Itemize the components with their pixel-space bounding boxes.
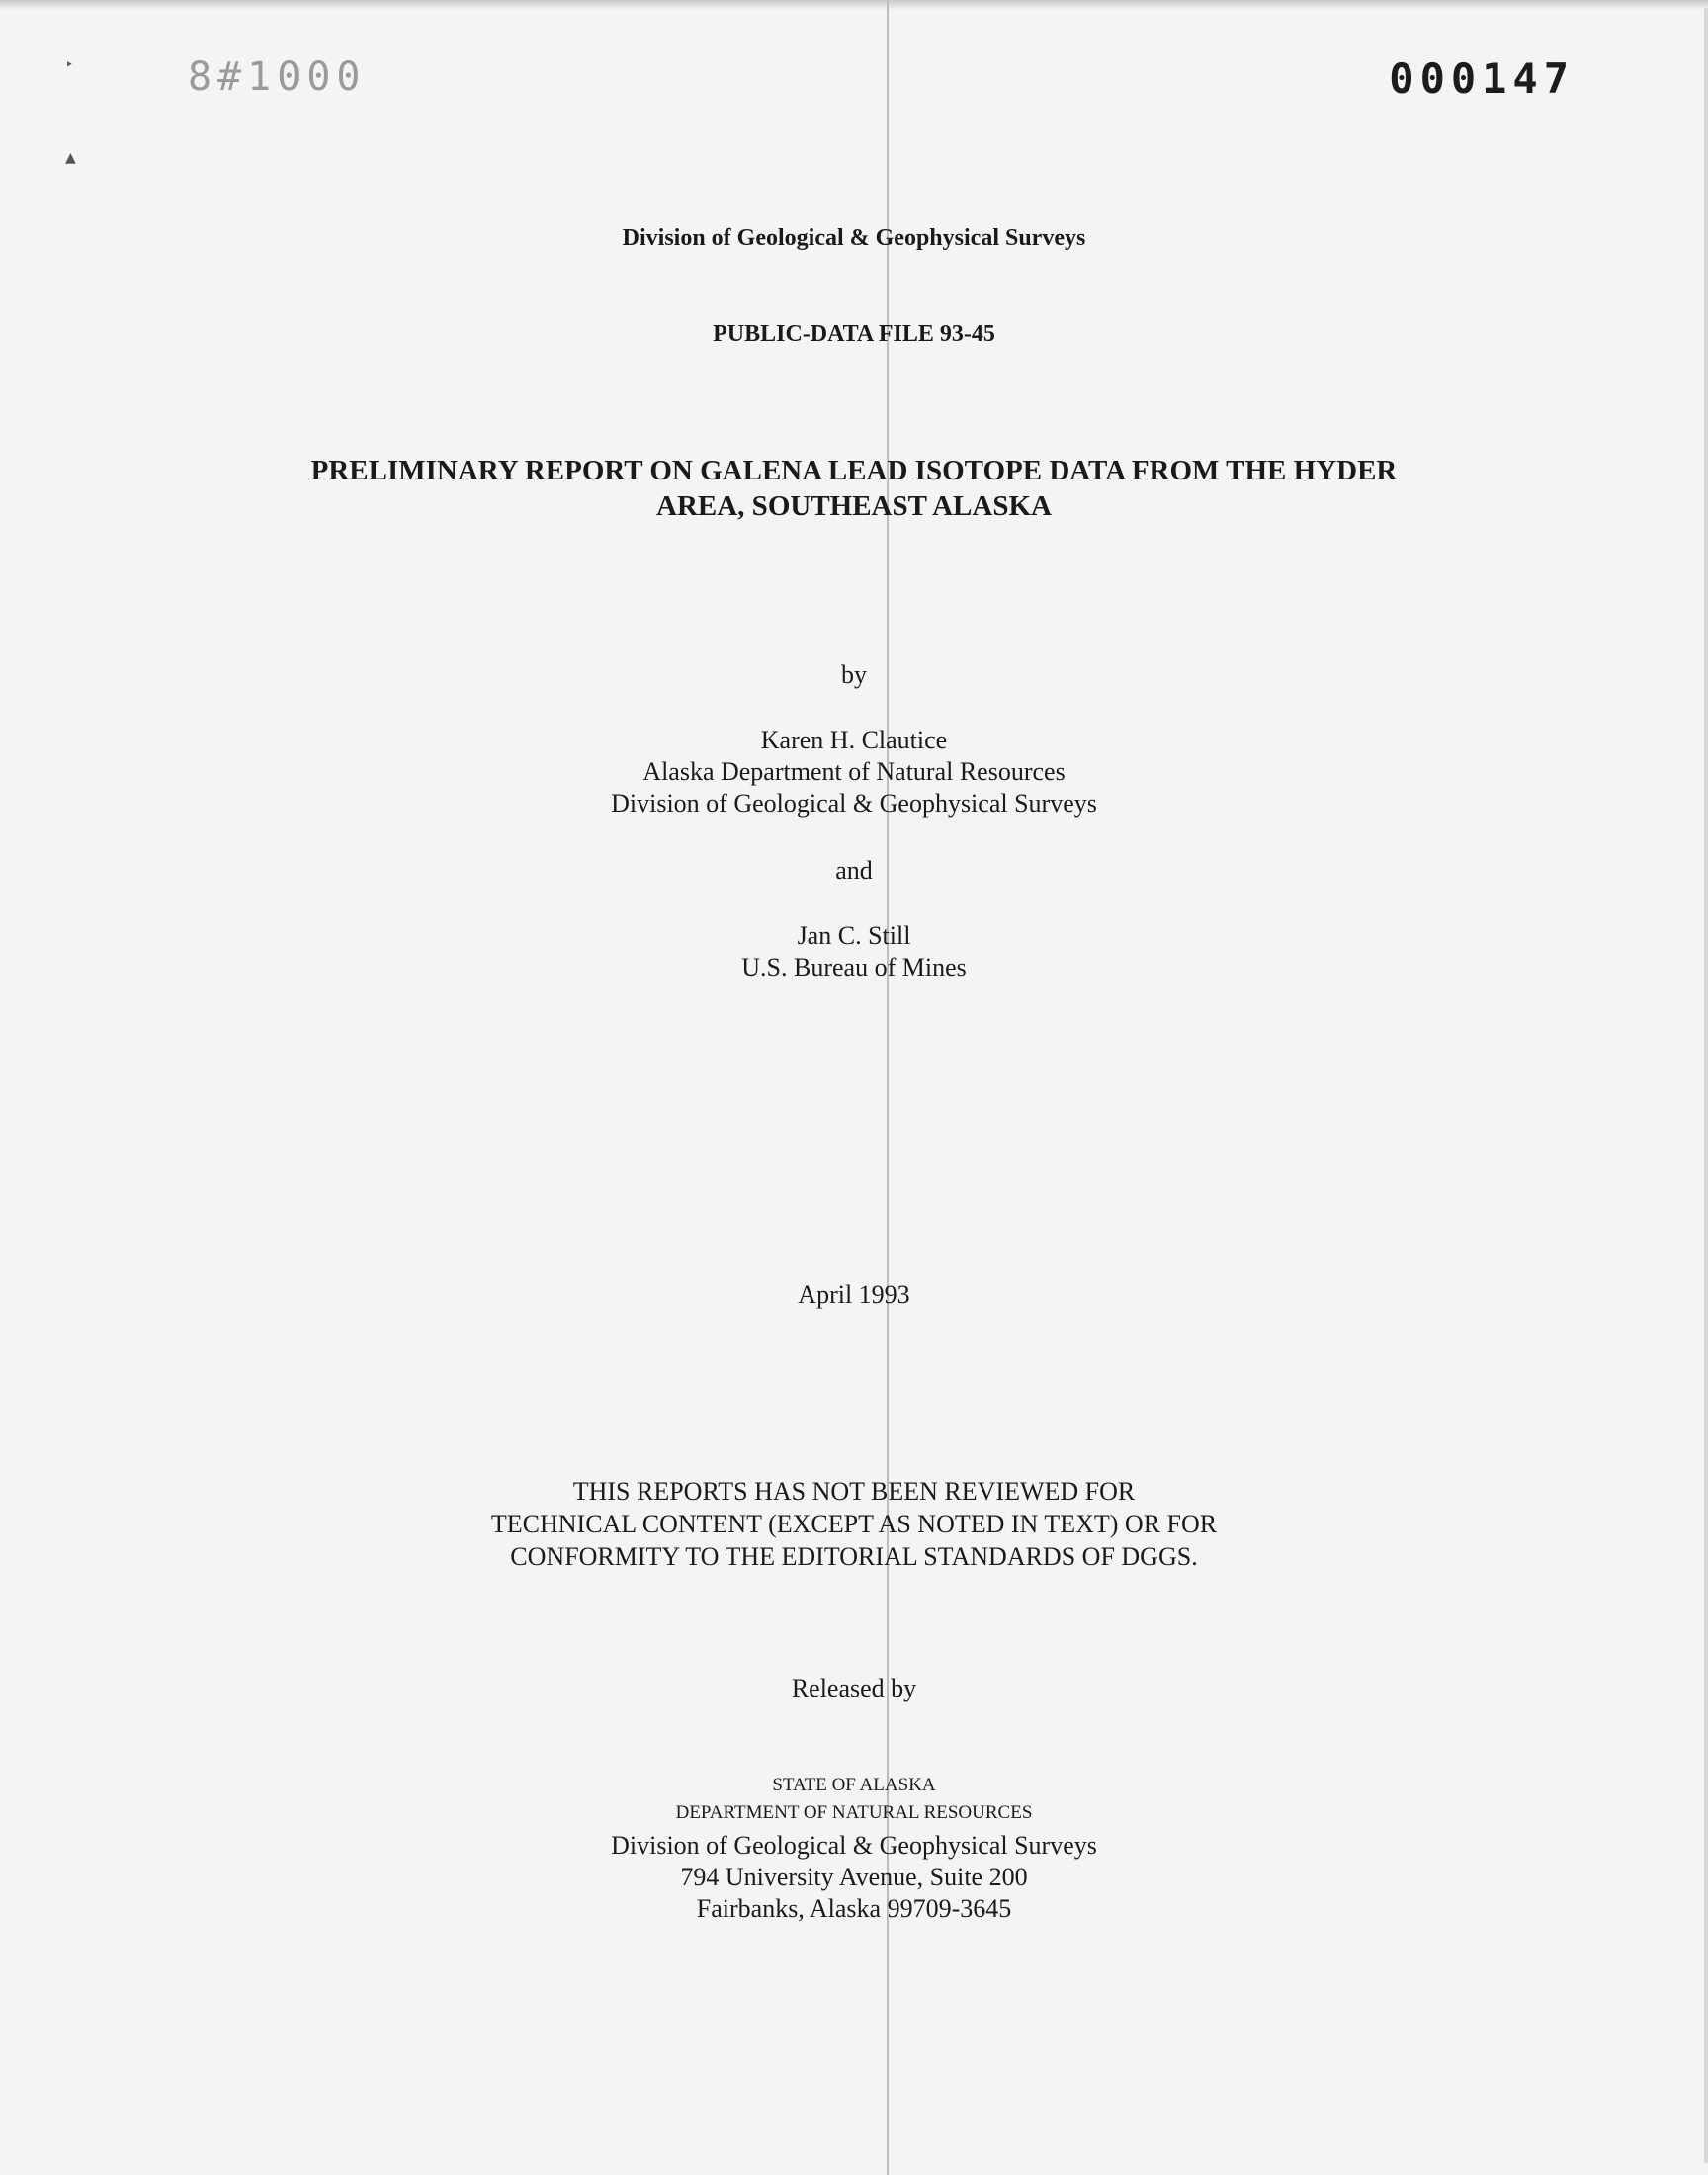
stamp-number-left: 8#1000 xyxy=(188,54,367,100)
page-top-edge xyxy=(0,0,1708,10)
publication-date: April 1993 xyxy=(798,1280,910,1309)
and-label: and xyxy=(835,856,873,885)
author-1-affiliation-1: Alaska Department of Natural Resources xyxy=(642,757,1066,786)
released-by-label: Released by xyxy=(791,1674,917,1702)
disclaimer-line-2: TECHNICAL CONTENT (EXCEPT AS NOTED IN TEXT) OR FOR xyxy=(490,1510,1218,1538)
report-title-line-2: AREA, SOUTHEAST ALASKA xyxy=(656,490,1052,522)
author-1-affiliation-2: Division of Geological & Geophysical Surveys xyxy=(611,789,1097,818)
edge-triangle-mark: ▲ xyxy=(65,150,76,166)
header-division: Division of Geological & Geophysical Surveys xyxy=(622,225,1086,251)
author-2-affiliation-1: U.S. Bureau of Mines xyxy=(741,953,967,982)
release-address: 794 University Avenue, Suite 200 xyxy=(680,1863,1028,1891)
author-1-name: Karen H. Clautice xyxy=(760,726,948,754)
by-label: by xyxy=(841,660,867,689)
stamp-number-right: 000147 xyxy=(1389,54,1575,103)
release-city: Fairbanks, Alaska 99709-3645 xyxy=(696,1894,1012,1923)
edge-tick-mark: ‣ xyxy=(65,57,74,73)
release-department: DEPARTMENT OF NATURAL RESOURCES xyxy=(675,1802,1033,1823)
disclaimer-line-3: CONFORMITY TO THE EDITORIAL STANDARDS OF DGGS. xyxy=(510,1542,1198,1571)
author-2-name: Jan C. Still xyxy=(797,921,911,950)
report-title-line-1: PRELIMINARY REPORT ON GALENA LEAD ISOTOPE DATA FROM THE HYDER xyxy=(310,455,1398,486)
release-state: STATE OF ALASKA xyxy=(772,1775,936,1795)
release-division: Division of Geological & Geophysical Surveys xyxy=(611,1831,1097,1860)
disclaimer-line-1: THIS REPORTS HAS NOT BEEN REVIEWED FOR xyxy=(572,1477,1136,1506)
file-number: PUBLIC-DATA FILE 93-45 xyxy=(713,321,995,347)
